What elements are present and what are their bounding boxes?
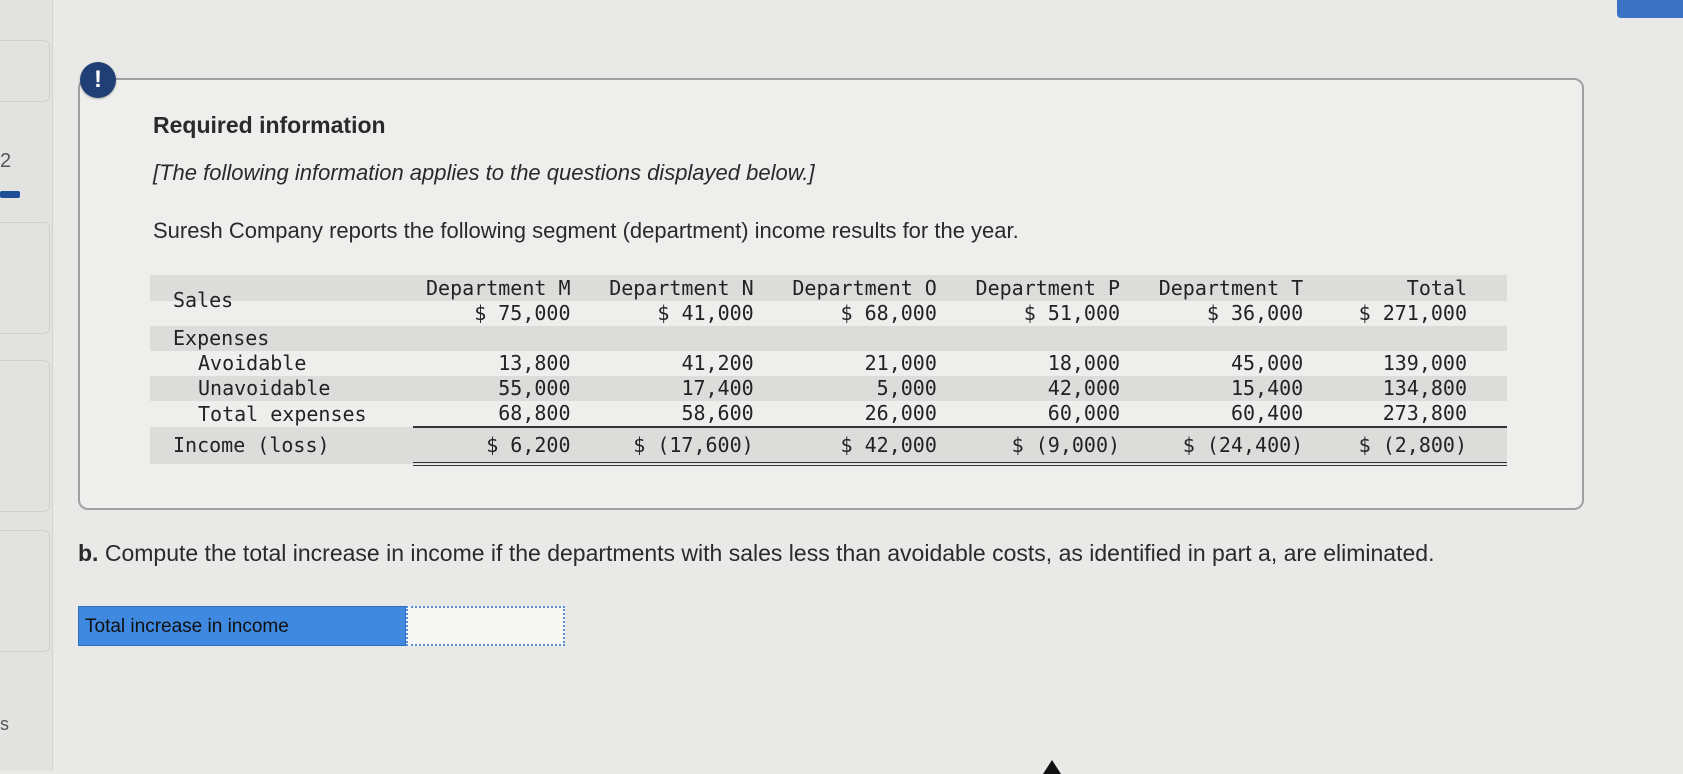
table-cell: 41,200 — [681, 351, 754, 375]
table-cell: $ 51,000 — [1023, 301, 1121, 325]
table-cell: $ (9,000) — [963, 427, 1146, 464]
table-row-expenses — [150, 326, 1507, 351]
column-header: Department O — [780, 275, 963, 301]
sidebar-panel — [0, 530, 50, 652]
table-cell: $ (2,800) — [1329, 427, 1507, 464]
table-cell: 21,000 — [864, 351, 937, 375]
table-cell: 5,000 — [780, 376, 963, 401]
row-label: Total expenses — [198, 401, 367, 426]
table-cell: $ 41,000 — [657, 301, 754, 325]
row-label: Expenses — [150, 326, 413, 351]
column-header: Department M — [413, 275, 596, 301]
table-cell: $ 6,200 — [413, 427, 596, 464]
table-cell: 26,000 — [780, 401, 963, 427]
table-cell: 45,000 — [1230, 351, 1304, 375]
segment-income-table — [150, 275, 1507, 466]
table-cell: 134,800 — [1329, 376, 1507, 401]
table-cell: 60,000 — [963, 401, 1146, 427]
table-cell: 15,400 — [1146, 376, 1329, 401]
required-info-intro: Suresh Company reports the following segment (department) income results for the year. — [153, 218, 1019, 243]
table-cell: $ 42,000 — [780, 427, 963, 464]
table-cell: $ 36,000 — [1206, 301, 1304, 325]
table-row-sales — [150, 301, 1507, 326]
total-increase-input[interactable] — [406, 606, 565, 646]
table-cell: 58,600 — [597, 401, 780, 427]
table-cell: $ 75,000 — [474, 301, 571, 325]
table-cell: 17,400 — [597, 376, 780, 401]
exclamation-icon: ! — [80, 62, 116, 98]
table-row-unavoidable — [150, 376, 1507, 401]
sidebar-panel — [0, 40, 50, 102]
table-row-income — [150, 427, 1507, 464]
table-cell: 273,800 — [1329, 401, 1507, 427]
row-label: Sales — [173, 288, 234, 312]
question-text — [78, 540, 1434, 567]
question-number[interactable]: 2 — [0, 150, 12, 172]
question-body: Compute the total increase in income if the departments with sales less than avoidable costs, as identified in part a, are eliminated. — [104, 540, 1435, 566]
row-label: Unavoidable — [150, 376, 413, 401]
table-cell: $ 68,000 — [840, 301, 937, 325]
table-cell: 18,000 — [1047, 351, 1121, 375]
current-question-marker — [0, 191, 20, 198]
table-cell: 42,000 — [963, 376, 1146, 401]
sidebar-partial-label: s — [0, 714, 9, 734]
row-label: Avoidable — [198, 351, 307, 375]
column-header: Department N — [597, 275, 780, 301]
answer-label: Total increase in income — [78, 606, 406, 646]
table-cell: 139,000 — [1382, 351, 1467, 375]
required-info-note: [The following information applies to the questions displayed below.] — [153, 160, 815, 185]
table-cell: 13,800 — [498, 351, 571, 375]
sidebar-panel — [0, 360, 50, 512]
column-header: Total — [1329, 275, 1507, 301]
question-prefix: b. — [78, 540, 99, 566]
table-row-total-expenses — [150, 401, 1507, 427]
mouse-cursor-icon — [1043, 760, 1061, 774]
table-cell: 60,400 — [1146, 401, 1329, 427]
top-right-button[interactable] — [1617, 0, 1683, 18]
table-cell: 68,800 — [413, 401, 596, 427]
table-cell: $ 271,000 — [1358, 301, 1467, 325]
table-row-avoidable — [150, 351, 1507, 376]
table-cell: $ (24,400) — [1146, 427, 1329, 464]
row-label: Income (loss) — [150, 427, 413, 464]
table-cell-empty — [413, 326, 1507, 351]
column-header: Department T — [1146, 275, 1329, 301]
column-header: Department P — [963, 275, 1146, 301]
table-cell: 55,000 — [413, 376, 596, 401]
sidebar-panel — [0, 222, 50, 334]
left-sidebar — [0, 0, 53, 771]
required-info-title: Required information — [153, 112, 386, 138]
table-cell: $ (17,600) — [597, 427, 780, 464]
